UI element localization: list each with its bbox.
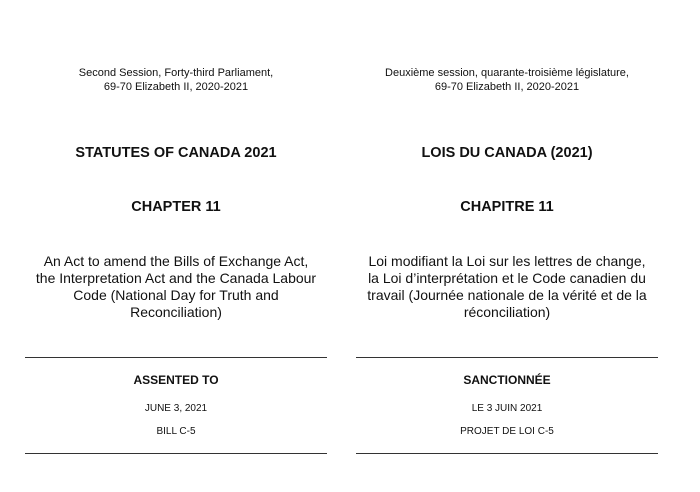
english-column: [25, 0, 327, 492]
session-line-2: 69-70 Elizabeth II, 2020-2021: [434, 81, 580, 93]
french-column: [356, 0, 658, 492]
assent-date: JUNE 3, 2021: [144, 403, 208, 414]
act-title-line: réconciliation): [463, 304, 551, 320]
statutes-title: LOIS DU CANADA (2021): [421, 145, 593, 161]
statutes-title: STATUTES OF CANADA 2021: [75, 145, 277, 161]
session-line-1: Deuxième session, quarante-troisième législature,: [385, 67, 629, 79]
session-line-1: Second Session, Forty-third Parliament,: [78, 67, 274, 79]
session-info: [25, 66, 327, 94]
assent-heading: ASSENTED TO: [133, 373, 219, 387]
act-title-line: Code (National Day for Truth and: [73, 287, 279, 303]
divider-top: [25, 357, 327, 358]
session-line-2: 69-70 Elizabeth II, 2020-2021: [103, 81, 249, 93]
divider-top: [356, 357, 658, 358]
act-title: [25, 253, 327, 321]
bill-number: PROJET DE LOI C-5: [460, 426, 554, 437]
act-title-line: la Loi d’interprétation et le Code canadien du: [368, 270, 646, 286]
act-title-line: the Interpretation Act and the Canada Labour: [35, 270, 317, 286]
assent-date: LE 3 JUIN 2021: [471, 403, 543, 414]
chapter-number: CHAPITRE 11: [460, 199, 554, 215]
act-title-line: An Act to amend the Bills of Exchange Act,: [43, 253, 309, 269]
divider-bottom: [25, 453, 327, 454]
chapter-number: CHAPTER 11: [131, 199, 221, 215]
act-title-line: Loi modifiant la Loi sur les lettres de change,: [368, 253, 646, 269]
session-info: [356, 66, 658, 94]
assent-heading: SANCTIONNÉE: [463, 373, 551, 387]
divider-bottom: [356, 453, 658, 454]
act-title: [356, 253, 658, 321]
act-title-line: Reconciliation): [130, 304, 222, 320]
act-title-line: travail (Journée nationale de la vérité et de la: [367, 287, 647, 303]
bill-number: BILL C-5: [156, 426, 196, 437]
